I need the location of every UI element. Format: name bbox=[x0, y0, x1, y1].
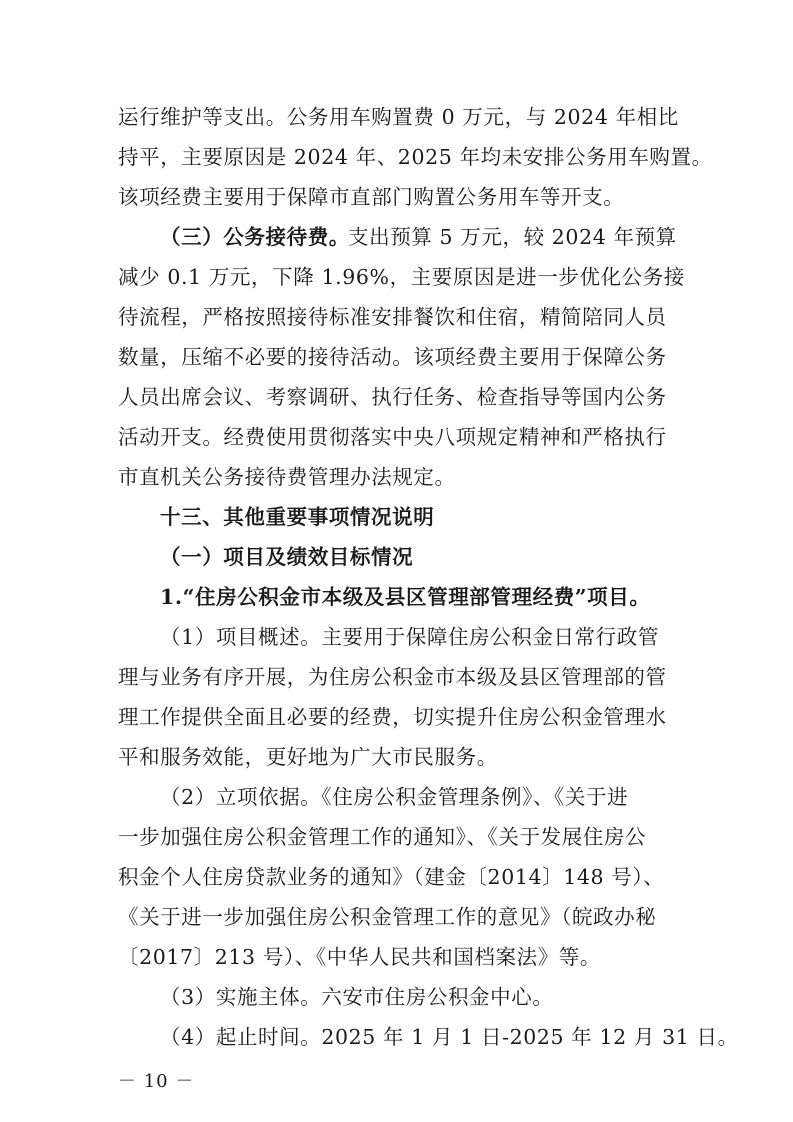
body-line-24 bbox=[0, 1017, 793, 1057]
heading-text: 1.“住房公积金市本级及县区管理部管理经费”项目。 bbox=[160, 585, 651, 609]
heading-text: 十三、其他重要事项情况说明 bbox=[160, 505, 435, 529]
body-line-5 bbox=[0, 257, 793, 297]
section-heading-reception-fee: （三）公务接待费。 bbox=[160, 225, 350, 249]
line-text: 数量，压缩不必要的接待活动。该项经费主要用于保障公务 bbox=[118, 345, 667, 369]
body-line-6 bbox=[0, 297, 793, 337]
body-line-9 bbox=[0, 417, 793, 457]
line-text: 《关于进一步加强住房公积金管理工作的意见》（皖政办秘 bbox=[118, 905, 657, 929]
line-text: （2）立项依据。《住房公积金管理条例》、《关于进 bbox=[160, 785, 629, 809]
body-line-20 bbox=[0, 857, 793, 897]
line-text: 人员出席会议、考察调研、执行任务、检查指导等国内公务 bbox=[118, 385, 667, 409]
body-line-17 bbox=[0, 737, 793, 777]
body-line-8 bbox=[0, 377, 793, 417]
line-text: 活动开支。经费使用贯彻落实中央八项规定精神和严格执行 bbox=[118, 425, 667, 449]
body-line-1 bbox=[0, 97, 793, 137]
body-line-4 bbox=[0, 217, 793, 257]
line-text: 持平，主要原因是 2024 年、2025 年均未安排公务用车购置。 bbox=[118, 145, 713, 169]
line-text: 积金个人住房贷款业务的通知》（建金〔2014〕148 号）、 bbox=[118, 865, 665, 889]
body-line-14 bbox=[0, 617, 793, 657]
line-text: 理工作提供全面且必要的经费，切实提升住房公积金管理水 bbox=[118, 705, 667, 729]
line-text: 一步加强住房公积金管理工作的通知》、《关于发展住房公 bbox=[118, 825, 647, 849]
line-text: 减少 0.1 万元，下降 1.96%，主要原因是进一步优化公务接 bbox=[118, 265, 685, 289]
body-line-15 bbox=[0, 657, 793, 697]
line-text: 平和服务效能，更好地为广大市民服务。 bbox=[118, 745, 498, 769]
line-text: 理与业务有序开展，为住房公积金市本级及县区管理部的管 bbox=[118, 665, 667, 689]
heading-text: （一）项目及绩效目标情况 bbox=[160, 545, 414, 569]
line-text: 〔2017〕213 号）、《中华人民共和国档案法》等。 bbox=[118, 945, 602, 969]
body-line-22 bbox=[0, 937, 793, 977]
page-number: － 10 － bbox=[118, 1071, 195, 1092]
line-text: （1）项目概述。主要用于保障住房公积金日常行政管 bbox=[160, 625, 659, 649]
line-text: （4）起止时间。2025 年 1 月 1 日-2025 年 12 月 31 日。 bbox=[160, 1025, 739, 1049]
line-text: （3）实施主体。六安市住房公积金中心。 bbox=[160, 985, 554, 1009]
section-heading-13 bbox=[0, 497, 793, 537]
line-text: 运行维护等支出。公务用车购置费 0 万元，与 2024 年相比 bbox=[118, 105, 679, 129]
subsection-heading-1 bbox=[0, 537, 793, 577]
body-line-18 bbox=[0, 777, 793, 817]
body-line-7 bbox=[0, 337, 793, 377]
line-text: 支出预算 5 万元，较 2024 年预算 bbox=[348, 225, 677, 249]
body-line-2 bbox=[0, 137, 793, 177]
project-title bbox=[0, 577, 793, 617]
body-line-23 bbox=[0, 977, 793, 1017]
line-text: 该项经费主要用于保障市直部门购置公务用车等开支。 bbox=[118, 185, 625, 209]
body-line-3 bbox=[0, 177, 793, 217]
body-line-10 bbox=[0, 457, 793, 497]
line-text: 市直机关公务接待费管理办法规定。 bbox=[118, 465, 456, 489]
body-line-21 bbox=[0, 897, 793, 937]
body-line-16 bbox=[0, 697, 793, 737]
line-text: 待流程，严格按照接待标准安排餐饮和住宿，精简陪同人员 bbox=[118, 305, 667, 329]
body-line-19 bbox=[0, 817, 793, 857]
